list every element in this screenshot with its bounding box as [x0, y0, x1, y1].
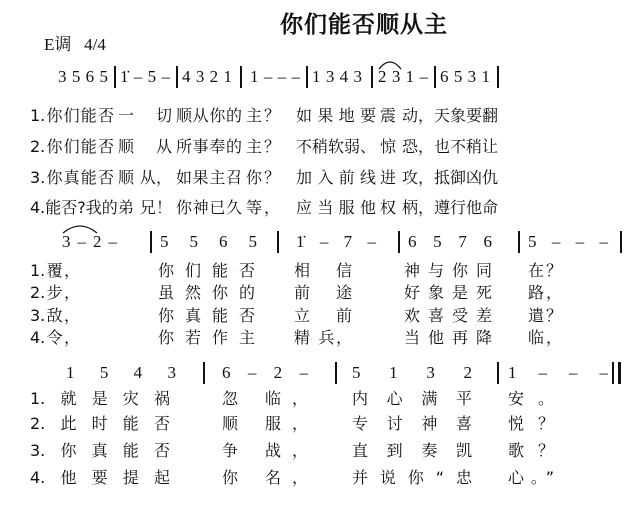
lyric-segment: 惊 — [380, 137, 397, 156]
lyric-segment: 2.步， — [30, 283, 80, 302]
lyric-segment: 不稍软弱、 — [296, 137, 377, 156]
measure: 6 5 3 1 — [440, 67, 490, 86]
measure: 5 5 6 5 — [160, 232, 257, 251]
lyric-segment: 1.覆， — [30, 261, 80, 280]
slur-mark — [62, 224, 98, 234]
lyric-segment: 4.能否?我的 — [30, 198, 118, 217]
barline — [114, 66, 116, 88]
measure: 1 3 4 3 — [312, 67, 362, 86]
lyric-segment: 立 前 — [294, 306, 352, 325]
lyric-segment: 遣？ — [528, 306, 562, 325]
barline — [240, 66, 242, 88]
key-signature: E调 — [44, 35, 72, 54]
lyric-segment: 攻，抵御凶仇 — [402, 168, 499, 187]
lyric-segment: 恐，也不稍让 — [402, 137, 499, 156]
lyric-segment: 内心满平 — [352, 389, 472, 408]
lyric-segment: 悦？ — [508, 414, 554, 433]
barline — [176, 66, 178, 88]
barline — [335, 362, 337, 384]
lyric-segment: 相 信 — [294, 261, 352, 280]
lyric-segment: 4.他要提起 — [30, 468, 170, 487]
key-time-signature — [44, 36, 106, 53]
lyric-segment: 欢喜受差 — [404, 306, 492, 325]
final-barline-thin — [612, 362, 614, 384]
lyric-segment: 所事奉的 — [176, 137, 242, 156]
lyric-segment: 你神已久 — [176, 198, 242, 217]
measure: 6 – 2 – — [222, 363, 308, 382]
lyric-segment: 2.此时能否 — [30, 414, 170, 433]
measure: 3 – 2 – — [62, 232, 117, 251]
measure: 1 – – – — [250, 67, 300, 86]
lyric-segment: 顺 从， — [118, 168, 172, 187]
lyric-segment: 神与你同 — [404, 261, 492, 280]
lyric-segment: 临， — [528, 328, 562, 347]
lyric-segment: 弟 兄！ — [118, 198, 172, 217]
barline — [203, 362, 205, 384]
lyric-segment: 你真能否 — [158, 306, 255, 325]
final-barline-thick — [618, 362, 621, 384]
lyric-segment: 虽然你的 — [158, 283, 255, 302]
lyric-segment: 2.你们能否 — [30, 137, 114, 156]
measure: 2 3 1 – — [378, 67, 428, 86]
measure: 3 5 6 5 — [58, 67, 108, 86]
measure: 1 5 4 3 — [66, 363, 176, 382]
barline — [277, 231, 279, 253]
lyric-segment: 一 切 — [118, 106, 172, 125]
lyric-segment: 精 兵， — [294, 328, 352, 347]
lyric-segment: 专讨神喜 — [352, 414, 472, 433]
measure: 4 3 2 1 — [182, 67, 232, 86]
lyric-segment: 3.敌， — [30, 306, 80, 325]
lyric-segment: 当他再降 — [404, 328, 492, 347]
lyric-segment: 安。 — [508, 389, 554, 408]
song-title: 你们能否顺从主 — [280, 12, 448, 38]
lyric-segment: 歌？ — [508, 441, 554, 460]
lyric-segment: 顺 从 — [118, 137, 172, 156]
lyric-segment: 1.就是灾祸 — [30, 389, 170, 408]
lyric-segment: 4.令， — [30, 328, 80, 347]
lyric-segment: 争 战， — [222, 441, 308, 460]
lyric-segment: 你们能否 — [158, 261, 255, 280]
measure: 1̇ – 5 – — [120, 67, 170, 86]
measure: 1̇ – 7 – — [296, 232, 376, 251]
measure: 5 – – – — [528, 232, 608, 251]
lyric-segment: 并说你“忠 — [352, 468, 472, 487]
lyric-segment: 如果主召 — [176, 168, 242, 187]
slur-mark — [378, 60, 402, 70]
lyric-segment: 主？ — [246, 137, 280, 156]
lyric-segment: 直到奏凯 — [352, 441, 472, 460]
lyric-segment: 顺 服， — [222, 414, 308, 433]
lyric-segment: 顺从你的 — [176, 106, 242, 125]
lyric-segment: 你若作主 — [158, 328, 255, 347]
lyric-segment: 忽 临， — [222, 389, 308, 408]
lyric-segment: 应当服他 — [296, 198, 376, 217]
lyric-segment: 你 名， — [222, 468, 308, 487]
barline — [497, 66, 499, 88]
lyric-segment: 权 — [380, 198, 397, 217]
lyric-segment: 动，天象要翻 — [402, 106, 499, 125]
barline — [497, 362, 499, 384]
lyric-segment: 心。” — [508, 468, 554, 487]
lyric-segment: 震 — [380, 106, 397, 125]
lyric-segment: 你？ — [246, 168, 280, 187]
lyric-segment: 如果地要 — [296, 106, 376, 125]
lyric-segment: 进 — [380, 168, 397, 187]
lyric-segment: 好象是死 — [404, 283, 492, 302]
barline — [398, 231, 400, 253]
lyric-segment: 3.你真能否 — [30, 168, 114, 187]
barline — [150, 231, 152, 253]
barline — [434, 66, 436, 88]
barline — [306, 66, 308, 88]
lyric-segment: 等， — [246, 198, 280, 217]
lyric-segment: 加入前线 — [296, 168, 376, 187]
barline — [620, 231, 622, 253]
lyric-segment: 柄，遵行他命 — [402, 198, 499, 217]
time-signature: 4/4 — [84, 35, 106, 54]
measure: 1 – – – — [508, 363, 608, 382]
barline — [518, 231, 520, 253]
lyric-segment: 前 途 — [294, 283, 352, 302]
lyric-segment: 路， — [528, 283, 562, 302]
lyric-segment: 主？ — [246, 106, 280, 125]
measure: 6 5 7 6 — [408, 232, 492, 251]
barline — [371, 66, 373, 88]
measure: 5 1 3 2 — [352, 363, 472, 382]
lyric-segment: 在？ — [528, 261, 562, 280]
lyric-segment: 1.你们能否 — [30, 106, 114, 125]
lyric-segment: 3.你真能否 — [30, 441, 170, 460]
